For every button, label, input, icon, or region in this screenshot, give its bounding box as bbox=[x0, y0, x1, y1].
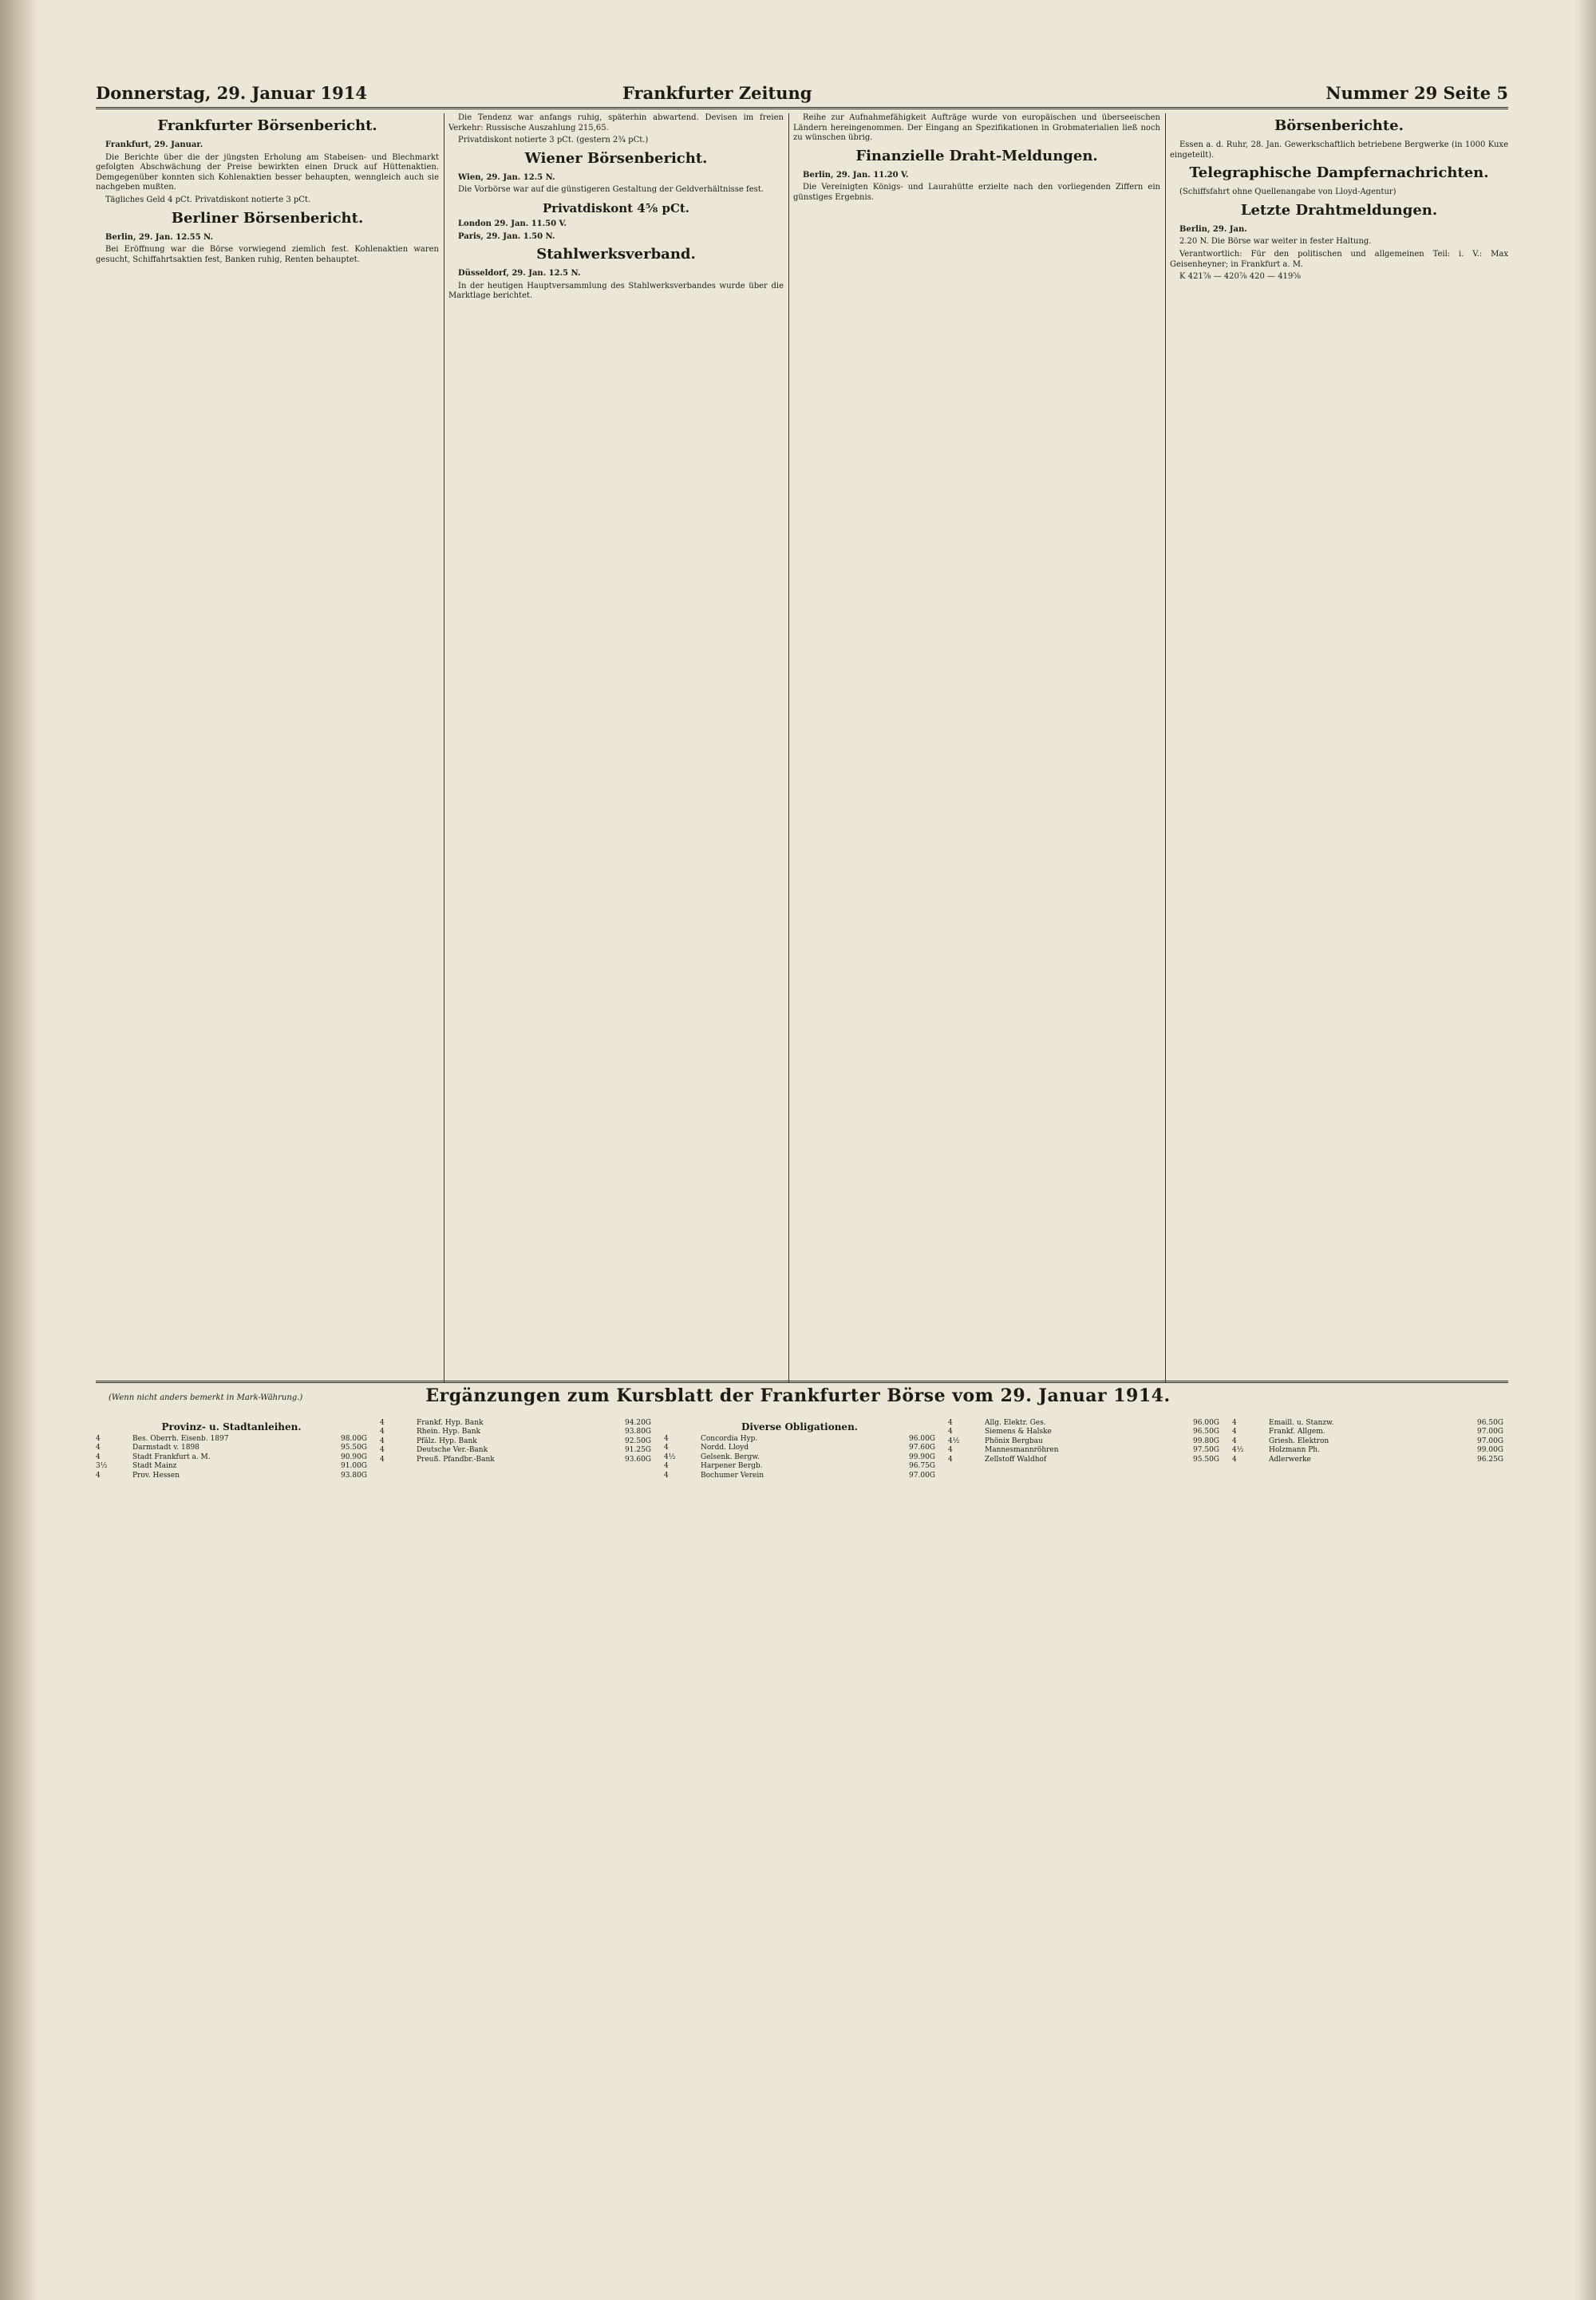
price-cell: 97.00G bbox=[909, 1471, 935, 1480]
supplement-column bbox=[664, 1419, 935, 2225]
supplement-row bbox=[948, 1456, 1219, 1464]
supplement-row bbox=[96, 1435, 367, 1444]
issuer-cell: Emaill. u. Stanzw. bbox=[1269, 1419, 1334, 1427]
price-cell: 96.00G bbox=[1193, 1419, 1219, 1427]
rate-cell: 4 bbox=[948, 1446, 953, 1455]
header-page-number: Nummer 29 Seite 5 bbox=[1325, 83, 1508, 103]
issuer-cell: Adlerwerke bbox=[1269, 1455, 1311, 1464]
supplement-row bbox=[1232, 1428, 1503, 1437]
supplement-row bbox=[664, 1444, 935, 1452]
issuer-cell: Pfälz. Hyp. Bank bbox=[417, 1437, 477, 1445]
price-cell: 93.60G bbox=[625, 1455, 651, 1464]
issuer-cell: Harpener Bergb. bbox=[701, 1462, 763, 1471]
supplement-title: Ergänzungen zum Kursblatt der Frankfurter Börse vom 29. Januar 1914. bbox=[425, 1385, 1171, 1406]
price-cell: 95.50G bbox=[341, 1444, 367, 1452]
issuer-cell: Stadt Frankfurt a. M. bbox=[132, 1452, 211, 1461]
issuer-cell: Holzmann Ph. bbox=[1269, 1446, 1320, 1455]
issuer-cell: Phönix Bergbau bbox=[985, 1437, 1043, 1445]
supplement-rows-4 bbox=[948, 1419, 1219, 1464]
column-divider bbox=[788, 113, 789, 1382]
supplement-column bbox=[1232, 1419, 1503, 2225]
rate-cell: 4 bbox=[380, 1428, 385, 1437]
supplement-row bbox=[1232, 1456, 1503, 1464]
rate-cell: 4 bbox=[664, 1444, 669, 1452]
price-cell: 96.25G bbox=[1477, 1455, 1503, 1464]
rate-cell: 4 bbox=[1232, 1428, 1237, 1437]
table-title-privatdiskont: Privatdiskont 4⅝ pCt. bbox=[542, 200, 690, 215]
price-cell: 97.50G bbox=[1193, 1446, 1219, 1455]
rate-cell: 4 bbox=[948, 1428, 953, 1437]
issuer-cell: Gelsenk. Bergw. bbox=[701, 1452, 760, 1461]
supplement-section-heading: Provinz- u. Stadtanleihen. bbox=[161, 1421, 302, 1433]
rate-cell: 4 bbox=[96, 1471, 101, 1480]
issuer-cell: Stadt Mainz bbox=[132, 1462, 177, 1471]
rate-cell: 4 bbox=[380, 1419, 385, 1427]
price-cell: 96.75G bbox=[909, 1462, 935, 1471]
rate-cell: 4 bbox=[380, 1455, 385, 1464]
heading-wien: Wiener Börsenbericht. bbox=[524, 149, 708, 167]
supplement-row bbox=[664, 1453, 935, 1462]
price-cell: 93.80G bbox=[625, 1428, 651, 1437]
supplement-row bbox=[664, 1472, 935, 1480]
supplement-row bbox=[380, 1456, 651, 1464]
price-cell: 91.00G bbox=[341, 1462, 367, 1471]
supplement-row bbox=[380, 1446, 651, 1455]
supplement-row bbox=[96, 1462, 367, 1471]
rate-cell: 4½ bbox=[948, 1437, 960, 1445]
dateline-wien: Wien, 29. Jan. 12.5 N. bbox=[458, 172, 555, 182]
price-cell: 96.50G bbox=[1193, 1428, 1219, 1437]
page-binding bbox=[0, 0, 38, 2300]
supplement-row bbox=[948, 1446, 1219, 1455]
price-cell: 93.80G bbox=[341, 1471, 367, 1480]
paragraph: In der heutigen Hauptversammlung des Stahlwerksverbandes wurde über die Marktlage berichtet. bbox=[448, 281, 784, 301]
subnote: Essen a. d. Ruhr, 28. Jan. Gewerkschaftlich betriebene Bergwerke (in 1000 Kuxe eingeteilt). bbox=[1170, 140, 1508, 160]
supplement-row bbox=[1232, 1437, 1503, 1446]
issuer-cell: Nordd. Lloyd bbox=[701, 1444, 749, 1452]
responsible-editors: Verantwortlich: Für den politischen und allgemeinen Teil: i. V.: Max Geisenheyner; in Frankfurt a. M. bbox=[1170, 249, 1508, 269]
rate-cell: 4½ bbox=[1232, 1446, 1244, 1455]
supplement-column bbox=[948, 1419, 1219, 2225]
column-1 bbox=[96, 113, 439, 1374]
header-rule bbox=[96, 107, 1508, 109]
issuer-cell: Griesh. Elektron bbox=[1269, 1437, 1329, 1445]
column-4 bbox=[1170, 113, 1508, 1374]
heading-boersenberichte: Börsenberichte. bbox=[1274, 117, 1404, 134]
issuer-cell: Concordia Hyp. bbox=[701, 1435, 758, 1443]
heading-letzte-drahtmeldungen: Letzte Drahtmeldungen. bbox=[1240, 201, 1438, 219]
price-cell: 97.60G bbox=[909, 1444, 935, 1452]
heading-stahlwerksverband: Stahlwerksverband. bbox=[536, 246, 696, 263]
rate-cell: 4 bbox=[1232, 1437, 1237, 1445]
supplement-row bbox=[96, 1444, 367, 1452]
page-header bbox=[96, 83, 1508, 107]
supplement-column bbox=[380, 1419, 651, 2225]
supplement-note: (Wenn nicht anders bemerkt in Mark-Währung.) bbox=[109, 1393, 303, 1402]
supplement-column bbox=[96, 1419, 367, 2225]
issuer-cell: Frankf. Allgem. bbox=[1269, 1428, 1325, 1437]
price-cell: 99.00G bbox=[1477, 1446, 1503, 1455]
price-cell: 90.90G bbox=[341, 1452, 367, 1461]
rate-cell: 4 bbox=[1232, 1419, 1237, 1427]
header-date: Donnerstag, 29. Januar 1914 bbox=[96, 83, 367, 103]
rate-cell: 4 bbox=[664, 1462, 669, 1471]
issuer-cell: Zellstoff Waldhof bbox=[985, 1455, 1047, 1464]
supplement-row bbox=[948, 1428, 1219, 1437]
page-edge bbox=[1575, 0, 1596, 2300]
price-cell: 97.00G bbox=[1477, 1428, 1503, 1437]
index-line: K 421⅞ — 420⅞ 420 — 419⅝ bbox=[1179, 272, 1301, 282]
rate-cell: 4 bbox=[380, 1437, 385, 1445]
rate-cell: 4 bbox=[96, 1435, 101, 1443]
heading-berlin: Berliner Börsenbericht. bbox=[171, 209, 364, 227]
paragraph: Die Vorbörse war auf die günstigeren Gestaltung der Geldverhältnisse fest. bbox=[458, 185, 764, 195]
issuer-cell: Siemens & Halske bbox=[985, 1428, 1052, 1437]
supplement-section-heading: Diverse Obligationen. bbox=[741, 1421, 858, 1433]
supplement-row bbox=[380, 1428, 651, 1437]
rate-cell: 4 bbox=[948, 1419, 953, 1427]
supplement-row bbox=[380, 1419, 651, 1428]
supplement-row bbox=[1232, 1419, 1503, 1428]
column-divider bbox=[1165, 113, 1166, 1382]
supplement-rows-5 bbox=[1232, 1419, 1503, 1464]
paragraph: Bei Eröffnung war die Börse vorwiegend ziemlich fest. Kohlenaktien waren gesucht, Schiffahrtsaktien fest, Banken ruhig, Renten behauptet. bbox=[96, 245, 439, 264]
dateline-duesseldorf: Düsseldorf, 29. Jan. 12.5 N. bbox=[458, 269, 581, 279]
rate-cell: 4 bbox=[380, 1446, 385, 1455]
paragraph: Privatdiskont notierte 3 pCt. (gestern 2¾ pCt.) bbox=[458, 136, 649, 145]
price-cell: 97.00G bbox=[1477, 1437, 1503, 1445]
rate-cell: 4 bbox=[1232, 1455, 1237, 1464]
price-cell: 99.90G bbox=[909, 1452, 935, 1461]
supplement-rows-1 bbox=[96, 1435, 367, 1480]
paragraph: Tägliches Geld 4 pCt. Privatdiskont notierte 3 pCt. bbox=[105, 195, 311, 204]
dateline-paris: Paris, 29. Jan. 1.50 N. bbox=[458, 231, 555, 241]
paragraph: Reihe zur Aufnahmefähigkeit Aufträge wurde von europäischen und überseeischen Ländern hereingenommen. Der Eingang an Spezifikationen in Grobmaterialien ließ noch zu wünschen übrig. bbox=[793, 113, 1160, 143]
issuer-cell: Deutsche Ver.-Bank bbox=[417, 1446, 488, 1455]
paragraph: Die Tendenz war anfangs ruhig, späterhin abwartend. Devisen im freien Verkehr: Russische Auszahlung 215,65. bbox=[448, 113, 784, 132]
dateline-berlin-2: Berlin, 29. Jan. 11.20 V. bbox=[803, 170, 909, 180]
rate-cell: 4 bbox=[664, 1471, 669, 1480]
supplement-row bbox=[96, 1472, 367, 1480]
rate-cell: 4 bbox=[664, 1435, 669, 1443]
supplement-row bbox=[664, 1462, 935, 1471]
issuer-cell: Prov. Hessen bbox=[132, 1471, 180, 1480]
price-cell: 94.20G bbox=[625, 1419, 651, 1427]
supplement-rule bbox=[96, 1381, 1508, 1383]
price-cell: 91.25G bbox=[625, 1446, 651, 1455]
issuer-cell: Frankf. Hyp. Bank bbox=[417, 1419, 484, 1427]
issuer-cell: Mannesmannröhren bbox=[985, 1446, 1059, 1455]
rate-cell: 4½ bbox=[664, 1452, 676, 1461]
dateline-london: London 29. Jan. 11.50 V. bbox=[458, 219, 567, 228]
subnote: (Schiffsfahrt ohne Quellenangabe von Lloyd-Agentur) bbox=[1179, 188, 1396, 197]
supplement-row bbox=[948, 1437, 1219, 1446]
supplement-row bbox=[1232, 1446, 1503, 1455]
price-cell: 92.50G bbox=[625, 1437, 651, 1445]
supplement-row bbox=[948, 1419, 1219, 1428]
price-cell: 98.00G bbox=[341, 1435, 367, 1443]
column-2 bbox=[448, 113, 784, 1374]
supplement-rows-3 bbox=[664, 1435, 935, 1480]
dateline-berlin-3: Berlin, 29. Jan. bbox=[1179, 224, 1247, 234]
dateline-berlin: Berlin, 29. Jan. 12.55 N. bbox=[105, 232, 214, 242]
issuer-cell: Bochumer Verein bbox=[701, 1471, 764, 1480]
rate-cell: 4 bbox=[96, 1452, 101, 1461]
supplement-rows-2 bbox=[380, 1419, 651, 1464]
price-cell: 95.50G bbox=[1193, 1455, 1219, 1464]
issuer-cell: Preuß. Pfandbr.-Bank bbox=[417, 1455, 495, 1464]
issuer-cell: Darmstadt v. 1898 bbox=[132, 1444, 200, 1452]
header-masthead: Frankfurter Zeitung bbox=[622, 83, 812, 103]
rate-cell: 3½ bbox=[96, 1462, 108, 1471]
supplement-row bbox=[96, 1453, 367, 1462]
supplement-row bbox=[380, 1437, 651, 1446]
paragraph: 2.20 N. Die Börse war weiter in fester Haltung. bbox=[1179, 237, 1372, 247]
rate-cell: 4 bbox=[948, 1455, 953, 1464]
issuer-cell: Allg. Elektr. Ges. bbox=[985, 1419, 1046, 1427]
heading-finanzielle-draht-meldungen: Finanzielle Draht-Meldungen. bbox=[855, 147, 1098, 164]
heading-frankfurt: Frankfurter Börsenbericht. bbox=[157, 117, 377, 134]
price-cell: 99.80G bbox=[1193, 1437, 1219, 1445]
price-cell: 96.00G bbox=[909, 1435, 935, 1443]
heading-dampfernachrichten: Telegraphische Dampfernachrichten. bbox=[1189, 164, 1489, 182]
column-3 bbox=[793, 113, 1160, 1374]
issuer-cell: Rhein. Hyp. Bank bbox=[417, 1428, 480, 1437]
issuer-cell: Bes. Oberrh. Eisenb. 1897 bbox=[132, 1435, 229, 1443]
price-cell: 96.50G bbox=[1477, 1419, 1503, 1427]
dateline-frankfurt: Frankfurt, 29. Januar. bbox=[105, 140, 203, 149]
paragraph: Die Berichte über die der jüngsten Erholung am Stabeisen- und Blechmarkt gefolgten Abschwächung der Preise bewirkten einen Druck auf Hüttenaktien. Demgegenüber konnten sich Kohlenaktien besser behaupten, wenngleich auch sie nachgeben mußten. bbox=[96, 152, 439, 192]
paragraph: Die Vereinigten Königs- und Laurahütte erzielte nach den vorliegenden Ziffern ein günstiges Ergebnis. bbox=[793, 183, 1160, 202]
supplement-row bbox=[664, 1435, 935, 1444]
rate-cell: 4 bbox=[96, 1444, 101, 1452]
